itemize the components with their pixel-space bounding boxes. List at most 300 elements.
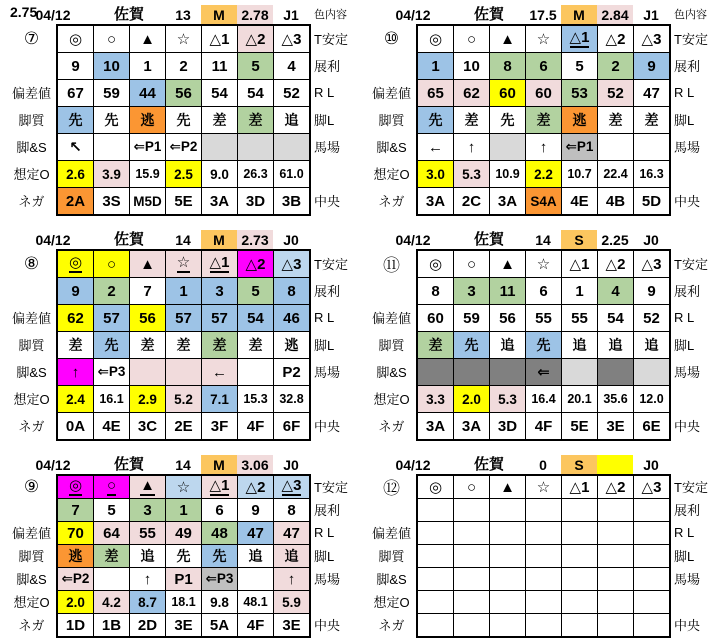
grid-cell[interactable] <box>130 134 166 161</box>
mark-cell[interactable] <box>454 251 490 278</box>
block-pace-letter[interactable]: M <box>201 230 237 250</box>
mark-cell[interactable] <box>94 26 130 53</box>
grid-cell[interactable] <box>130 545 166 568</box>
grid-cell[interactable] <box>166 614 202 637</box>
grid-cell[interactable] <box>490 568 526 591</box>
grid-cell[interactable] <box>202 134 238 161</box>
grid-cell[interactable] <box>202 80 238 107</box>
grid-cell[interactable] <box>238 305 274 332</box>
grid-cell[interactable] <box>598 161 634 188</box>
grid-cell[interactable] <box>94 591 130 614</box>
grid-cell[interactable] <box>490 359 526 386</box>
grid-cell[interactable] <box>58 591 94 614</box>
grid-cell[interactable] <box>94 545 130 568</box>
grid-cell[interactable] <box>130 188 166 215</box>
grid-cell[interactable] <box>454 278 490 305</box>
grid-cell[interactable] <box>94 386 130 413</box>
grid-cell[interactable] <box>58 305 94 332</box>
grid-cell[interactable] <box>202 305 238 332</box>
mark-cell[interactable] <box>490 251 526 278</box>
grid-cell[interactable] <box>418 107 454 134</box>
grid-cell[interactable] <box>130 305 166 332</box>
grid-cell[interactable] <box>526 522 562 545</box>
grid-cell[interactable] <box>562 107 598 134</box>
mark-cell[interactable] <box>562 251 598 278</box>
grid-cell[interactable] <box>454 359 490 386</box>
mark-cell[interactable] <box>490 26 526 53</box>
grid-cell[interactable] <box>562 305 598 332</box>
grid-cell[interactable] <box>598 107 634 134</box>
grid-cell[interactable] <box>634 80 670 107</box>
grid-cell[interactable] <box>598 522 634 545</box>
grid-cell[interactable] <box>490 188 526 215</box>
grid-cell[interactable] <box>418 522 454 545</box>
grid-cell[interactable] <box>274 305 310 332</box>
grid-cell[interactable] <box>562 188 598 215</box>
grid-cell[interactable] <box>598 386 634 413</box>
grid-cell[interactable] <box>274 522 310 545</box>
grid-cell[interactable] <box>94 413 130 440</box>
grid-cell[interactable] <box>238 80 274 107</box>
grid-cell[interactable] <box>94 188 130 215</box>
grid-cell[interactable] <box>526 614 562 637</box>
grid-cell[interactable] <box>166 386 202 413</box>
block-track[interactable]: 佐賀 <box>473 6 504 23</box>
grid-cell[interactable] <box>454 568 490 591</box>
grid-cell[interactable] <box>238 134 274 161</box>
grid-cell[interactable] <box>634 107 670 134</box>
grid-cell[interactable] <box>58 53 94 80</box>
grid-cell[interactable] <box>526 107 562 134</box>
grid-cell[interactable] <box>598 413 634 440</box>
block-odds-value[interactable]: 2.84 <box>597 5 633 25</box>
grid-cell[interactable] <box>166 545 202 568</box>
mark-cell[interactable] <box>562 476 598 499</box>
mark-cell[interactable] <box>166 26 202 53</box>
grid-cell[interactable] <box>238 53 274 80</box>
grid-cell[interactable] <box>202 413 238 440</box>
grid-cell[interactable] <box>526 278 562 305</box>
grid-cell[interactable] <box>454 188 490 215</box>
grid-cell[interactable] <box>562 332 598 359</box>
grid-cell[interactable] <box>94 161 130 188</box>
grid-cell[interactable] <box>454 305 490 332</box>
mark-cell[interactable] <box>454 26 490 53</box>
mark-cell[interactable] <box>418 251 454 278</box>
grid-cell[interactable] <box>238 161 274 188</box>
grid-cell[interactable] <box>274 107 310 134</box>
grid-cell[interactable] <box>562 413 598 440</box>
grid-cell[interactable] <box>166 413 202 440</box>
grid-cell[interactable] <box>418 568 454 591</box>
grid-cell[interactable] <box>166 591 202 614</box>
grid-cell[interactable] <box>634 188 670 215</box>
grid-cell[interactable] <box>238 107 274 134</box>
mark-cell[interactable] <box>166 251 202 278</box>
grid-cell[interactable] <box>526 499 562 522</box>
grid-cell[interactable] <box>562 591 598 614</box>
grid-cell[interactable] <box>526 591 562 614</box>
grid-cell[interactable] <box>238 386 274 413</box>
block-number[interactable]: 14 <box>175 232 191 248</box>
grid-cell[interactable] <box>202 614 238 637</box>
grid-cell[interactable] <box>634 386 670 413</box>
grid-cell[interactable] <box>418 278 454 305</box>
grid-cell[interactable] <box>418 413 454 440</box>
grid-cell[interactable] <box>634 545 670 568</box>
grid-cell[interactable] <box>58 545 94 568</box>
block-date[interactable]: 04/12 <box>35 7 71 23</box>
grid-cell[interactable] <box>274 161 310 188</box>
grid-cell[interactable] <box>454 614 490 637</box>
grid-cell[interactable] <box>166 278 202 305</box>
grid-cell[interactable] <box>130 161 166 188</box>
block-date[interactable]: 04/12 <box>35 232 71 248</box>
grid-cell[interactable] <box>130 522 166 545</box>
grid-cell[interactable] <box>58 499 94 522</box>
block-odds-value[interactable] <box>597 455 633 475</box>
block-odds-value[interactable]: 2.73 <box>237 230 273 250</box>
grid-cell[interactable] <box>562 80 598 107</box>
block-date[interactable]: 04/12 <box>395 7 431 23</box>
grid-cell[interactable] <box>454 107 490 134</box>
grid-cell[interactable] <box>490 386 526 413</box>
grid-cell[interactable] <box>634 522 670 545</box>
grid-cell[interactable] <box>202 53 238 80</box>
block-pace-letter[interactable]: M <box>201 455 237 475</box>
grid-cell[interactable] <box>490 305 526 332</box>
grid-cell[interactable] <box>166 161 202 188</box>
grid-cell[interactable] <box>274 278 310 305</box>
grid-cell[interactable] <box>454 53 490 80</box>
grid-cell[interactable] <box>238 359 274 386</box>
grid-cell[interactable] <box>490 591 526 614</box>
grid-cell[interactable] <box>634 413 670 440</box>
grid-cell[interactable] <box>598 332 634 359</box>
block-date[interactable]: 04/12 <box>395 457 431 473</box>
grid-cell[interactable] <box>454 134 490 161</box>
grid-cell[interactable] <box>202 161 238 188</box>
grid-cell[interactable] <box>562 134 598 161</box>
grid-cell[interactable] <box>238 614 274 637</box>
grid-cell[interactable] <box>454 332 490 359</box>
grid-cell[interactable] <box>634 134 670 161</box>
grid-cell[interactable] <box>634 614 670 637</box>
grid-cell[interactable] <box>454 161 490 188</box>
mark-cell[interactable] <box>598 251 634 278</box>
grid-cell[interactable] <box>274 413 310 440</box>
grid-cell[interactable] <box>490 614 526 637</box>
grid-cell[interactable] <box>490 107 526 134</box>
grid-cell[interactable] <box>202 278 238 305</box>
grid-cell[interactable] <box>238 568 274 591</box>
block-track[interactable]: 佐賀 <box>113 456 144 473</box>
block-code[interactable]: J1 <box>643 7 659 23</box>
mark-cell[interactable] <box>526 476 562 499</box>
mark-cell[interactable] <box>238 26 274 53</box>
grid-cell[interactable] <box>526 53 562 80</box>
grid-cell[interactable] <box>598 591 634 614</box>
mark-cell[interactable] <box>634 251 670 278</box>
grid-cell[interactable] <box>166 359 202 386</box>
mark-cell[interactable] <box>202 26 238 53</box>
grid-cell[interactable] <box>202 107 238 134</box>
grid-cell[interactable] <box>274 134 310 161</box>
grid-cell[interactable] <box>454 499 490 522</box>
grid-cell[interactable] <box>274 80 310 107</box>
grid-cell[interactable] <box>526 545 562 568</box>
grid-cell[interactable] <box>634 305 670 332</box>
block-track[interactable]: 佐賀 <box>113 6 144 23</box>
grid-cell[interactable] <box>94 499 130 522</box>
grid-cell[interactable] <box>454 591 490 614</box>
grid-cell[interactable] <box>562 568 598 591</box>
grid-cell[interactable] <box>238 499 274 522</box>
grid-cell[interactable] <box>634 332 670 359</box>
mark-cell[interactable] <box>238 251 274 278</box>
grid-cell[interactable] <box>490 278 526 305</box>
block-odds-value[interactable]: 2.78 <box>237 5 273 25</box>
grid-cell[interactable] <box>634 278 670 305</box>
grid-cell[interactable] <box>166 499 202 522</box>
grid-cell[interactable] <box>58 278 94 305</box>
grid-cell[interactable] <box>526 386 562 413</box>
grid-cell[interactable] <box>562 545 598 568</box>
grid-cell[interactable] <box>634 499 670 522</box>
block-track[interactable]: 佐賀 <box>113 231 144 248</box>
mark-cell[interactable] <box>130 251 166 278</box>
grid-cell[interactable] <box>526 305 562 332</box>
grid-cell[interactable] <box>562 359 598 386</box>
grid-cell[interactable] <box>202 499 238 522</box>
grid-cell[interactable] <box>238 278 274 305</box>
grid-cell[interactable] <box>598 278 634 305</box>
grid-cell[interactable] <box>130 278 166 305</box>
grid-cell[interactable] <box>526 359 562 386</box>
grid-cell[interactable] <box>634 591 670 614</box>
grid-cell[interactable] <box>202 332 238 359</box>
grid-cell[interactable] <box>238 413 274 440</box>
block-date[interactable]: 04/12 <box>395 232 431 248</box>
block-code[interactable]: J0 <box>283 457 299 473</box>
grid-cell[interactable] <box>418 614 454 637</box>
mark-cell[interactable] <box>58 476 94 499</box>
grid-cell[interactable] <box>418 591 454 614</box>
grid-cell[interactable] <box>58 107 94 134</box>
grid-cell[interactable] <box>418 386 454 413</box>
grid-cell[interactable] <box>238 545 274 568</box>
grid-cell[interactable] <box>202 591 238 614</box>
grid-cell[interactable] <box>634 53 670 80</box>
grid-cell[interactable] <box>202 188 238 215</box>
block-odds-value[interactable]: 2.25 <box>601 232 629 248</box>
grid-cell[interactable] <box>418 305 454 332</box>
grid-cell[interactable] <box>418 53 454 80</box>
grid-cell[interactable] <box>58 134 94 161</box>
grid-cell[interactable] <box>166 332 202 359</box>
grid-cell[interactable] <box>598 568 634 591</box>
grid-cell[interactable] <box>598 359 634 386</box>
grid-cell[interactable] <box>130 332 166 359</box>
mark-cell[interactable] <box>562 26 598 53</box>
block-code[interactable]: J0 <box>643 457 659 473</box>
mark-cell[interactable] <box>274 476 310 499</box>
grid-cell[interactable] <box>598 53 634 80</box>
grid-cell[interactable] <box>454 413 490 440</box>
mark-cell[interactable] <box>58 26 94 53</box>
grid-cell[interactable] <box>94 522 130 545</box>
grid-cell[interactable] <box>130 413 166 440</box>
grid-cell[interactable] <box>490 80 526 107</box>
mark-cell[interactable] <box>94 251 130 278</box>
mark-cell[interactable] <box>58 251 94 278</box>
grid-cell[interactable] <box>94 80 130 107</box>
mark-cell[interactable] <box>166 476 202 499</box>
grid-cell[interactable] <box>130 568 166 591</box>
grid-cell[interactable] <box>202 359 238 386</box>
grid-cell[interactable] <box>94 278 130 305</box>
mark-cell[interactable] <box>418 26 454 53</box>
block-number[interactable]: 0 <box>539 457 547 473</box>
grid-cell[interactable] <box>238 522 274 545</box>
mark-cell[interactable] <box>526 251 562 278</box>
grid-cell[interactable] <box>274 53 310 80</box>
grid-cell[interactable] <box>94 305 130 332</box>
grid-cell[interactable] <box>526 134 562 161</box>
mark-cell[interactable] <box>454 476 490 499</box>
grid-cell[interactable] <box>418 134 454 161</box>
grid-cell[interactable] <box>202 386 238 413</box>
grid-cell[interactable] <box>490 53 526 80</box>
grid-cell[interactable] <box>490 332 526 359</box>
grid-cell[interactable] <box>490 545 526 568</box>
mark-cell[interactable] <box>634 26 670 53</box>
grid-cell[interactable] <box>526 188 562 215</box>
grid-cell[interactable] <box>274 188 310 215</box>
grid-cell[interactable] <box>274 332 310 359</box>
block-track[interactable]: 佐賀 <box>473 231 504 248</box>
grid-cell[interactable] <box>274 568 310 591</box>
block-code[interactable]: J0 <box>643 232 659 248</box>
grid-cell[interactable] <box>94 332 130 359</box>
grid-cell[interactable] <box>490 413 526 440</box>
grid-cell[interactable] <box>526 568 562 591</box>
mark-cell[interactable] <box>202 476 238 499</box>
grid-cell[interactable] <box>274 386 310 413</box>
grid-cell[interactable] <box>274 614 310 637</box>
grid-cell[interactable] <box>58 614 94 637</box>
grid-cell[interactable] <box>526 80 562 107</box>
grid-cell[interactable] <box>562 614 598 637</box>
grid-cell[interactable] <box>94 107 130 134</box>
grid-cell[interactable] <box>94 568 130 591</box>
grid-cell[interactable] <box>166 80 202 107</box>
grid-cell[interactable] <box>166 522 202 545</box>
grid-cell[interactable] <box>562 161 598 188</box>
block-date[interactable]: 04/12 <box>35 457 71 473</box>
grid-cell[interactable] <box>418 161 454 188</box>
mark-cell[interactable] <box>94 476 130 499</box>
grid-cell[interactable] <box>238 332 274 359</box>
grid-cell[interactable] <box>562 278 598 305</box>
block-pace-letter[interactable]: M <box>561 5 597 25</box>
grid-cell[interactable] <box>454 386 490 413</box>
grid-cell[interactable] <box>454 80 490 107</box>
grid-cell[interactable] <box>526 332 562 359</box>
mark-cell[interactable] <box>130 26 166 53</box>
grid-cell[interactable] <box>418 80 454 107</box>
grid-cell[interactable] <box>634 568 670 591</box>
grid-cell[interactable] <box>274 359 310 386</box>
block-pace-letter[interactable]: S <box>561 230 597 250</box>
grid-cell[interactable] <box>418 545 454 568</box>
mark-cell[interactable] <box>238 476 274 499</box>
grid-cell[interactable] <box>130 591 166 614</box>
grid-cell[interactable] <box>418 359 454 386</box>
grid-cell[interactable] <box>130 386 166 413</box>
grid-cell[interactable] <box>58 522 94 545</box>
grid-cell[interactable] <box>634 359 670 386</box>
grid-cell[interactable] <box>202 568 238 591</box>
grid-cell[interactable] <box>526 161 562 188</box>
grid-cell[interactable] <box>58 80 94 107</box>
grid-cell[interactable] <box>130 359 166 386</box>
grid-cell[interactable] <box>94 53 130 80</box>
mark-cell[interactable] <box>634 476 670 499</box>
grid-cell[interactable] <box>166 188 202 215</box>
grid-cell[interactable] <box>490 522 526 545</box>
grid-cell[interactable] <box>598 499 634 522</box>
block-code[interactable]: J1 <box>283 7 299 23</box>
block-odds-value[interactable]: 3.06 <box>237 455 273 475</box>
mark-cell[interactable] <box>274 26 310 53</box>
block-track[interactable]: 佐賀 <box>473 456 504 473</box>
grid-cell[interactable] <box>94 359 130 386</box>
grid-cell[interactable] <box>58 413 94 440</box>
grid-cell[interactable] <box>598 134 634 161</box>
mark-cell[interactable] <box>418 476 454 499</box>
grid-cell[interactable] <box>58 568 94 591</box>
grid-cell[interactable] <box>274 545 310 568</box>
grid-cell[interactable] <box>166 53 202 80</box>
grid-cell[interactable] <box>94 134 130 161</box>
grid-cell[interactable] <box>274 499 310 522</box>
block-pace-letter[interactable]: S <box>561 455 597 475</box>
grid-cell[interactable] <box>454 545 490 568</box>
grid-cell[interactable] <box>598 614 634 637</box>
grid-cell[interactable] <box>130 614 166 637</box>
grid-cell[interactable] <box>454 522 490 545</box>
grid-cell[interactable] <box>526 413 562 440</box>
grid-cell[interactable] <box>130 107 166 134</box>
grid-cell[interactable] <box>202 545 238 568</box>
mark-cell[interactable] <box>274 251 310 278</box>
grid-cell[interactable] <box>418 188 454 215</box>
mark-cell[interactable] <box>202 251 238 278</box>
grid-cell[interactable] <box>166 305 202 332</box>
grid-cell[interactable] <box>634 161 670 188</box>
block-pace-letter[interactable]: M <box>201 5 237 25</box>
grid-cell[interactable] <box>598 80 634 107</box>
grid-cell[interactable] <box>418 499 454 522</box>
grid-cell[interactable] <box>562 386 598 413</box>
mark-cell[interactable] <box>130 476 166 499</box>
grid-cell[interactable] <box>58 188 94 215</box>
grid-cell[interactable] <box>58 332 94 359</box>
block-number[interactable]: 14 <box>175 457 191 473</box>
grid-cell[interactable] <box>418 332 454 359</box>
grid-cell[interactable] <box>490 161 526 188</box>
